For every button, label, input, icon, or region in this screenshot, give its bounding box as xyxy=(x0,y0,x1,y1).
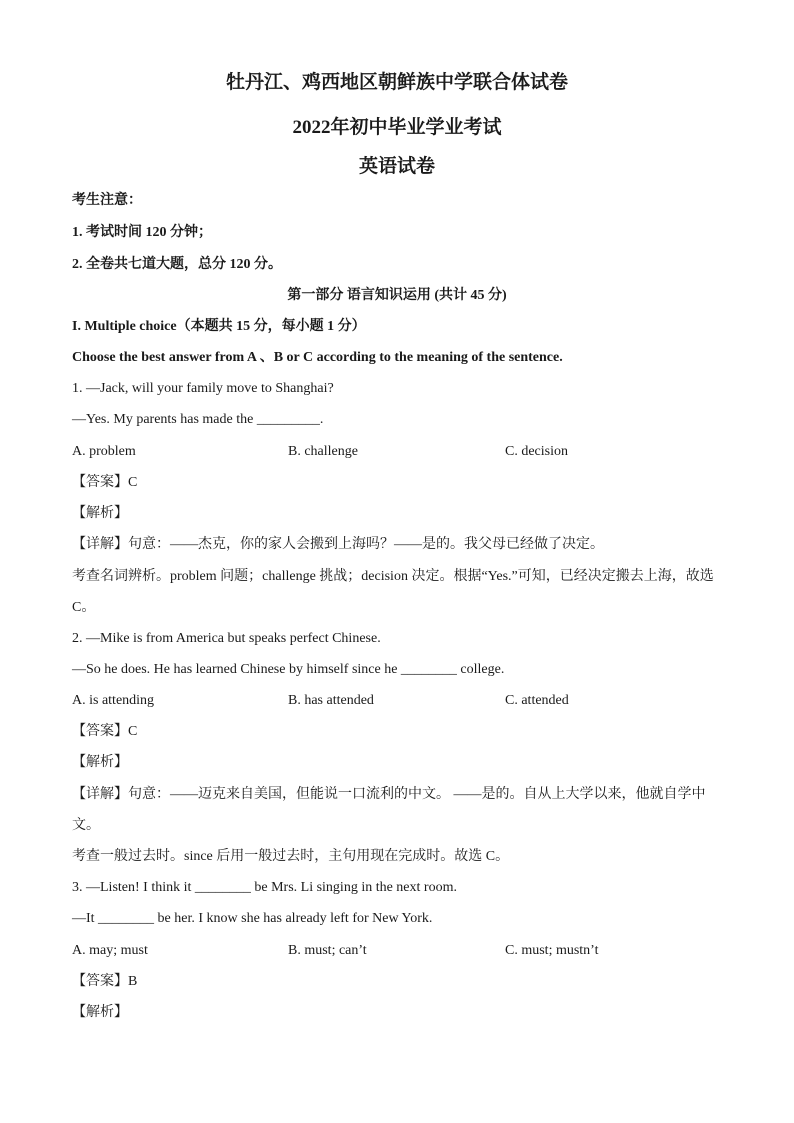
question-2-option-b: B. has attended xyxy=(288,693,374,708)
question-3-answer: 【答案】B xyxy=(72,974,138,989)
exam-subtitle: 2022年初中毕业学业考试 xyxy=(292,117,502,138)
question-3-option-b: B. must; can’t xyxy=(288,943,367,958)
question-2-response: —So he does. He has learned Chinese by himself since he ________ college. xyxy=(72,662,505,677)
notice-item-time: 1. 考试时间 120 分钟； xyxy=(72,225,212,240)
question-1-analysis-label: 【解析】 xyxy=(72,506,128,521)
question-2-detail-cont: 文。 xyxy=(72,818,100,833)
question-1-explanation-cont: C。 xyxy=(72,600,96,615)
question-1-explanation: 考查名词辨析。problem 问题；challenge 挑战；decision 决定。根据“Yes.”可知，已经决定搬去上海，故选 xyxy=(72,569,714,584)
question-1-option-b: B. challenge xyxy=(288,444,358,459)
question-3-stem: 3. —Listen! I think it ________ be Mrs. Li singing in the next room. xyxy=(72,880,457,895)
question-2-option-a: A. is attending xyxy=(72,693,155,708)
question-1-stem: 1. —Jack, will your family move to Shanghai? xyxy=(72,381,334,396)
subject-title: 英语试卷 xyxy=(358,156,435,177)
question-1-detail: 【详解】句意：——杰克，你的家人会搬到上海吗？——是的。我父母已经做了决定。 xyxy=(72,537,604,552)
question-3-response: —It ________ be her. I know she has already left for New York. xyxy=(72,911,433,926)
question-2-stem: 2. —Mike is from America but speaks perfect Chinese. xyxy=(72,631,381,646)
notice-heading: 考生注意： xyxy=(72,193,142,208)
question-2-answer: 【答案】C xyxy=(72,724,138,739)
notice-item-score: 2. 全卷共七道大题，总分 120 分。 xyxy=(72,257,282,272)
question-3-option-c: C. must; mustn’t xyxy=(505,943,599,958)
question-3-option-a: A. may; must xyxy=(72,943,148,958)
part-heading: 第一部分 语言知识运用 (共计 45 分) xyxy=(287,288,507,303)
exam-title: 牡丹江、鸡西地区朝鲜族中学联合体试卷 xyxy=(225,72,568,93)
section-heading: I. Multiple choice（本题共 15 分，每小题 1 分） xyxy=(72,319,366,334)
question-2-option-c: C. attended xyxy=(505,693,569,708)
question-2-analysis-label: 【解析】 xyxy=(72,755,128,770)
question-1-option-a: A. problem xyxy=(72,444,136,459)
question-1-option-c: C. decision xyxy=(505,444,568,459)
question-3-analysis-label: 【解析】 xyxy=(72,1005,128,1020)
question-2-detail: 【详解】句意：——迈克来自美国，但能说一口流利的中文。 ——是的。自从上大学以来，他就自学中 xyxy=(72,787,706,802)
question-1-answer: 【答案】C xyxy=(72,475,138,490)
section-instruction: Choose the best answer from A 、B or C according to the meaning of the sentence. xyxy=(72,350,563,365)
question-1-response: —Yes. My parents has made the _________. xyxy=(72,412,324,427)
question-2-explanation: 考查一般过去时。since 后用一般过去时，主句用现在完成时。故选 C。 xyxy=(72,849,510,864)
